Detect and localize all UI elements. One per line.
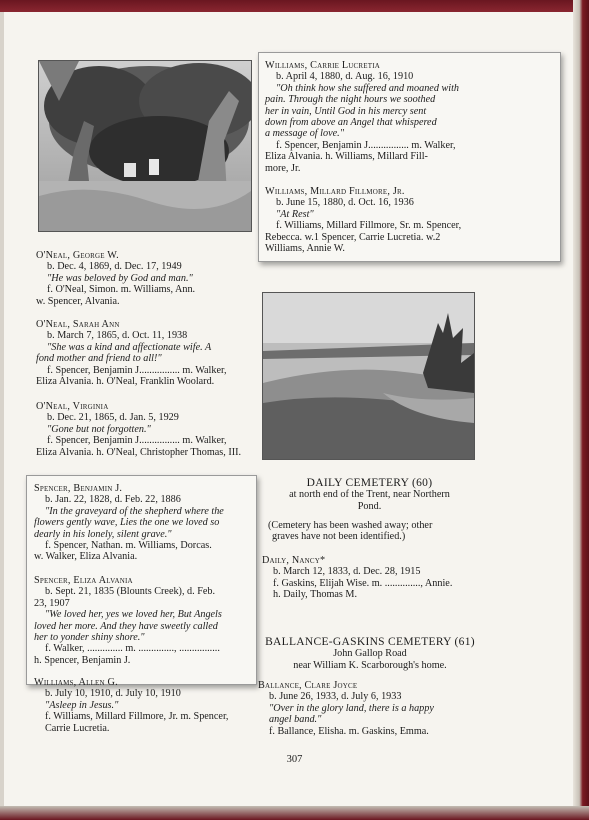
entry-dates: b. Dec. 4, 1869, d. Dec. 17, 1949 [47, 261, 182, 273]
entry-epitaph: "Gone but not forgotten." [47, 423, 151, 435]
entry-daily-nancy [262, 555, 480, 601]
entry-spencer-benjamin [34, 483, 252, 563]
cemetery-location: John Gallop Road [333, 648, 407, 660]
entry-epitaph: a message of love." [265, 128, 344, 140]
entry-epitaph: her in vain, Until God in his mercy sent [265, 105, 427, 117]
book-cover-right-edge [573, 0, 589, 820]
cemetery-note: graves have not been identified.) [272, 531, 406, 543]
entry-name: O'Neal, George W. [36, 250, 119, 261]
cemetery-title: DAILY CEMETERY (60) [306, 477, 433, 489]
entry-epitaph: "Over in the glory land, there is a happy [269, 702, 434, 714]
entry-dates: b. June 26, 1933, d. July 6, 1933 [269, 691, 402, 703]
entry-spencer-eliza [34, 575, 252, 666]
entry-epitaph: "He was beloved by God and man." [47, 272, 193, 284]
cemetery-trees-photo [38, 60, 252, 232]
cemetery-title: BALLANCE-GASKINS CEMETERY (61) [265, 636, 475, 648]
entry-epitaph: flowers gently wave, Lies the one we loved so [34, 517, 220, 529]
entry-family: Eliza Alvania. h. Williams, Millard Fill- [265, 151, 428, 163]
entry-dates: b. March 7, 1865, d. Oct. 11, 1938 [47, 330, 188, 342]
entry-oneal-george [36, 250, 251, 307]
entry-name: Daily, Nancy* [262, 555, 326, 566]
entry-name: Spencer, Eliza Alvania [34, 575, 133, 586]
entry-dates: b. Dec. 21, 1865, d. Jan. 5, 1929 [47, 412, 179, 424]
entry-dates: b. March 12, 1833, d. Dec. 28, 1915 [273, 566, 421, 578]
entry-oneal-sarah [36, 319, 251, 387]
entry-dates: b. Sept. 21, 1835 (Blounts Creek), d. Feb. [45, 586, 216, 598]
entry-oneal-virginia [36, 401, 251, 458]
cemetery-location: at north end of the Trent, near Northern [289, 489, 450, 501]
entry-name: Williams, Carrie Lucretia [265, 60, 380, 71]
entry-name: O'Neal, Sarah Ann [36, 319, 120, 330]
entry-family: Williams, Annie W. [265, 243, 345, 255]
entry-name: O'Neal, Virginia [36, 401, 109, 412]
entry-family: f. Ballance, Elisha. m. Gaskins, Emma. [269, 725, 429, 737]
daily-cemetery-note [268, 520, 480, 543]
entry-family: f. Spencer, Benjamin J................ m. Walker, [47, 435, 227, 447]
book-cover-bottom-edge [0, 806, 589, 820]
daily-cemetery-header [262, 478, 477, 512]
entry-epitaph: angel band." [269, 714, 322, 726]
entry-epitaph: "She was a kind and affectionate wife. A [47, 341, 212, 353]
entry-family: f. Gaskins, Elijah Wise. m. .............., Annie. [273, 577, 453, 589]
entry-family: f. Spencer, Benjamin J................ m. Walker, [276, 139, 456, 151]
entry-epitaph: "In the graveyard of the shepherd where the [45, 505, 224, 517]
cemetery-location: near William K. Scarborough's home. [293, 659, 447, 671]
entry-family: h. Daily, Thomas M. [273, 589, 358, 601]
entry-name: Ballance, Clare Joyce [258, 680, 358, 691]
entry-epitaph: "Asleep in Jesus." [45, 699, 119, 711]
entry-family: more, Jr. [265, 162, 301, 174]
entry-ballance-clare [258, 680, 480, 737]
entry-epitaph: fond mother and friend to all!" [36, 353, 162, 365]
entry-family: f. Spencer, Nathan. m. Williams, Dorcas. [45, 540, 212, 552]
entry-epitaph: "Oh think how she suffered and moaned with [276, 82, 460, 94]
entry-family: f. Spencer, Benjamin J................ m. Walker, [47, 364, 227, 376]
page-number: 307 [286, 754, 303, 765]
entry-epitaph: down from above an Angel that whispered [265, 117, 437, 129]
entry-name: Williams, Millard Fillmore, Jr. [265, 186, 405, 197]
entry-name: Spencer, Benjamin J. [34, 483, 123, 494]
entry-dates: b. April 4, 1880, d. Aug. 16, 1910 [276, 71, 414, 83]
book-cover-top-edge [0, 0, 589, 12]
entry-williams-millard [265, 186, 555, 254]
entry-family: f. Walker, .............. m. .............., ................ [45, 643, 220, 655]
entry-epitaph: loved her more. And they have sweetly called [34, 620, 218, 632]
entry-williams-carrie [265, 60, 555, 174]
entry-dates: b. July 10, 1910, d. July 10, 1910 [45, 688, 181, 700]
entry-family: f. O'Neal, Simon. m. Williams, Ann. [47, 284, 196, 296]
entry-family: Eliza Alvania. h. O'Neal, Franklin Woolard. [36, 376, 215, 388]
entry-epitaph: "At Rest" [276, 208, 314, 220]
cemetery-note: (Cemetery has been washed away; other [268, 520, 433, 531]
entry-dates: 23, 1907 [34, 597, 70, 609]
entry-family: Rebecca. w.1 Spencer, Carrie Lucretia. w.2 [265, 231, 441, 243]
entry-epitaph: "We loved her, yes we loved her, But Angels [45, 609, 222, 621]
entry-family: w. Walker, Eliza Alvania. [34, 551, 138, 563]
entry-family: w. Spencer, Alvania. [36, 295, 120, 307]
entry-family: h. Spencer, Benjamin J. [34, 654, 131, 666]
entry-williams-allen [34, 677, 252, 734]
entry-family: Eliza Alvania. h. O'Neal, Christopher Thomas, III. [36, 446, 242, 458]
entry-epitaph: pain. Through the night hours we soothed [265, 94, 436, 106]
entry-family: f. Williams, Millard Fillmore, Jr. m. Spencer, Carrie Lucretia. [45, 711, 229, 734]
entry-epitaph: her to yonder shiny shore." [34, 632, 145, 644]
entry-name: Williams, Allen G. [34, 677, 118, 688]
beach-shore-photo [262, 292, 475, 460]
cemetery-location: Pond. [357, 500, 382, 512]
entry-dates: b. Jan. 22, 1828, d. Feb. 22, 1886 [45, 494, 181, 506]
entry-epitaph: dearly in his lonely, silent grave." [34, 528, 172, 540]
ballance-cemetery-header [256, 637, 484, 671]
entry-dates: b. June 15, 1880, d. Oct. 16, 1936 [276, 197, 414, 209]
entry-family: f. Williams, Millard Fillmore, Sr. m. Spencer, [276, 220, 462, 232]
